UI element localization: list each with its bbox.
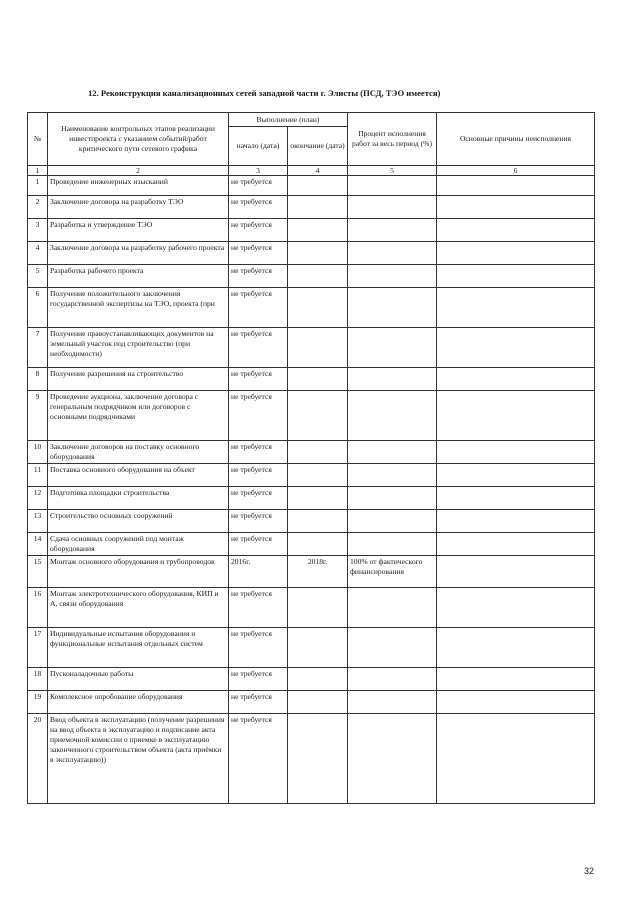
row-number: 14 xyxy=(28,533,48,556)
end-date xyxy=(288,533,348,556)
start-date: не требуется xyxy=(229,588,288,628)
table-row xyxy=(28,691,595,714)
percent-complete xyxy=(348,368,437,391)
header-reasons: Основные причины неисполнения xyxy=(437,113,595,166)
column-number: 5 xyxy=(348,166,437,176)
column-number: 2 xyxy=(48,166,229,176)
table-row xyxy=(28,533,595,556)
start-date: не требуется xyxy=(229,288,288,328)
non-execution-reason xyxy=(437,391,595,441)
header-execution-plan: Выполнение (план) xyxy=(229,113,348,127)
header-start-date: начало (дата) xyxy=(229,127,288,166)
end-date xyxy=(288,219,348,242)
percent-complete xyxy=(348,196,437,219)
percent-complete xyxy=(348,668,437,691)
header-percent: Процент исполнения работ за весь период (%) xyxy=(348,113,437,166)
table-body xyxy=(28,176,595,804)
end-date xyxy=(288,441,348,464)
stage-name: Разработка рабочего проекта xyxy=(48,265,229,288)
non-execution-reason xyxy=(437,588,595,628)
table-row xyxy=(28,391,595,441)
row-number: 13 xyxy=(28,510,48,533)
end-date xyxy=(288,628,348,668)
non-execution-reason xyxy=(437,487,595,510)
row-number: 4 xyxy=(28,242,48,265)
non-execution-reason xyxy=(437,368,595,391)
header-num: № xyxy=(28,113,48,166)
percent-complete xyxy=(348,714,437,804)
non-execution-reason xyxy=(437,556,595,588)
row-number: 3 xyxy=(28,219,48,242)
column-number: 1 xyxy=(28,166,48,176)
table-row xyxy=(28,176,595,196)
percent-complete xyxy=(348,242,437,265)
percent-complete xyxy=(348,691,437,714)
start-date: не требуется xyxy=(229,368,288,391)
percent-complete xyxy=(348,510,437,533)
non-execution-reason xyxy=(437,328,595,368)
non-execution-reason xyxy=(437,176,595,196)
table-row xyxy=(28,668,595,691)
row-number: 19 xyxy=(28,691,48,714)
table-row xyxy=(28,328,595,368)
non-execution-reason xyxy=(437,288,595,328)
row-number: 18 xyxy=(28,668,48,691)
stage-name: Заключение договора на разработку ТЭО xyxy=(48,196,229,219)
row-number: 17 xyxy=(28,628,48,668)
header-end-date: окончание (дата) xyxy=(288,127,348,166)
stage-name: Пусконаладочные работы xyxy=(48,668,229,691)
start-date: не требуется xyxy=(229,176,288,196)
end-date xyxy=(288,487,348,510)
stage-name: Строительство основных сооружений xyxy=(48,510,229,533)
row-number: 16 xyxy=(28,588,48,628)
stage-name: Подготовка площадки строительства xyxy=(48,487,229,510)
stage-name: Монтаж электротехнического оборудования, КИП и А, связи оборудования xyxy=(48,588,229,628)
end-date: 2018г. xyxy=(288,556,348,588)
end-date xyxy=(288,668,348,691)
non-execution-reason xyxy=(437,628,595,668)
percent-complete: 100% от фактического финансирования xyxy=(348,556,437,588)
non-execution-reason xyxy=(437,668,595,691)
non-execution-reason xyxy=(437,510,595,533)
table-row xyxy=(28,628,595,668)
row-number: 11 xyxy=(28,464,48,487)
row-number: 2 xyxy=(28,196,48,219)
table-row xyxy=(28,242,595,265)
percent-complete xyxy=(348,628,437,668)
start-date: не требуется xyxy=(229,219,288,242)
non-execution-reason xyxy=(437,441,595,464)
start-date: не требуется xyxy=(229,487,288,510)
header-stage-name: Наименование контрольных этапов реализации инвестпроекта с указанием событий/работ критического пути сетевого графика xyxy=(48,113,229,166)
stage-name: Индивидуальные испытания оборудования и функциональные испытания отдельных систем xyxy=(48,628,229,668)
end-date xyxy=(288,464,348,487)
non-execution-reason xyxy=(437,714,595,804)
table-row xyxy=(28,510,595,533)
table-row xyxy=(28,588,595,628)
table-row xyxy=(28,464,595,487)
non-execution-reason xyxy=(437,196,595,219)
percent-complete xyxy=(348,176,437,196)
percent-complete xyxy=(348,219,437,242)
row-number: 10 xyxy=(28,441,48,464)
control-stages-table xyxy=(27,112,595,804)
percent-complete xyxy=(348,588,437,628)
percent-complete xyxy=(348,328,437,368)
stage-name: Получение положительного заключения государственной экспертизы на ТЭО, проекта (при xyxy=(48,288,229,328)
column-number: 4 xyxy=(288,166,348,176)
end-date xyxy=(288,265,348,288)
stage-name: Разработка и утверждение ТЭО xyxy=(48,219,229,242)
non-execution-reason xyxy=(437,533,595,556)
end-date xyxy=(288,368,348,391)
table-row xyxy=(28,196,595,219)
row-number: 8 xyxy=(28,368,48,391)
start-date: не требуется xyxy=(229,714,288,804)
row-number: 9 xyxy=(28,391,48,441)
table-row xyxy=(28,714,595,804)
stage-name: Проведение инженерных изысканий xyxy=(48,176,229,196)
column-numbers-row xyxy=(28,166,595,176)
column-number: 6 xyxy=(437,166,595,176)
row-number: 12 xyxy=(28,487,48,510)
table-row xyxy=(28,368,595,391)
row-number: 1 xyxy=(28,176,48,196)
percent-complete xyxy=(348,288,437,328)
row-number: 7 xyxy=(28,328,48,368)
table-row xyxy=(28,288,595,328)
stage-name: Монтаж основного оборудования и трубопроводов xyxy=(48,556,229,588)
non-execution-reason xyxy=(437,242,595,265)
stage-name: Комплексное опробование оборудования xyxy=(48,691,229,714)
start-date: не требуется xyxy=(229,265,288,288)
table-row xyxy=(28,441,595,464)
stage-name: Заключение договора на разработку рабочего проекта xyxy=(48,242,229,265)
end-date xyxy=(288,510,348,533)
end-date xyxy=(288,288,348,328)
start-date: не требуется xyxy=(229,196,288,219)
start-date: не требуется xyxy=(229,533,288,556)
stage-name: Получение правоустанавливающих документов на земельный участок под строительство (при необходимости) xyxy=(48,328,229,368)
table-title: 12. Реконструкция канализационных сетей западной части г. Элисты (ПСД, ТЭО имеется) xyxy=(88,88,441,98)
start-date: не требуется xyxy=(229,328,288,368)
page-number: 32 xyxy=(584,866,595,876)
percent-complete xyxy=(348,533,437,556)
table-row xyxy=(28,556,595,588)
table-row xyxy=(28,219,595,242)
row-number: 15 xyxy=(28,556,48,588)
start-date: не требуется xyxy=(229,242,288,265)
non-execution-reason xyxy=(437,265,595,288)
end-date xyxy=(288,176,348,196)
row-number: 20 xyxy=(28,714,48,804)
start-date: не требуется xyxy=(229,510,288,533)
stage-name: Сдача основных сооружений под монтаж оборудования xyxy=(48,533,229,556)
start-date: 2016г. xyxy=(229,556,288,588)
non-execution-reason xyxy=(437,464,595,487)
percent-complete xyxy=(348,441,437,464)
start-date: не требуется xyxy=(229,691,288,714)
start-date: не требуется xyxy=(229,464,288,487)
percent-complete xyxy=(348,391,437,441)
end-date xyxy=(288,196,348,219)
end-date xyxy=(288,691,348,714)
table-row xyxy=(28,487,595,510)
end-date xyxy=(288,328,348,368)
stage-name: Заключение договоров на поставку основного оборудования xyxy=(48,441,229,464)
stage-name: Проведение аукциона, заключение договора с генеральным подрядчиком или договоров с основными подрядчиками xyxy=(48,391,229,441)
stage-name: Ввод объекта в эксплуатацию (получение разрешения на ввод объекта в эксплуатацию и подписание акта приемочной комиссии о приемке в эксплуатацию законченного строительством объекта (акта приёмки в эксплуатацию)) xyxy=(48,714,229,804)
column-number: 3 xyxy=(229,166,288,176)
end-date xyxy=(288,588,348,628)
row-number: 5 xyxy=(28,265,48,288)
start-date: не требуется xyxy=(229,441,288,464)
percent-complete xyxy=(348,487,437,510)
row-number: 6 xyxy=(28,288,48,328)
end-date xyxy=(288,714,348,804)
end-date xyxy=(288,242,348,265)
non-execution-reason xyxy=(437,219,595,242)
percent-complete xyxy=(348,464,437,487)
start-date: не требуется xyxy=(229,668,288,691)
percent-complete xyxy=(348,265,437,288)
start-date: не требуется xyxy=(229,391,288,441)
non-execution-reason xyxy=(437,691,595,714)
end-date xyxy=(288,391,348,441)
stage-name: Поставка основного оборудования на объект xyxy=(48,464,229,487)
table-row xyxy=(28,265,595,288)
start-date: не требуется xyxy=(229,628,288,668)
stage-name: Получение разрешения на строительство xyxy=(48,368,229,391)
